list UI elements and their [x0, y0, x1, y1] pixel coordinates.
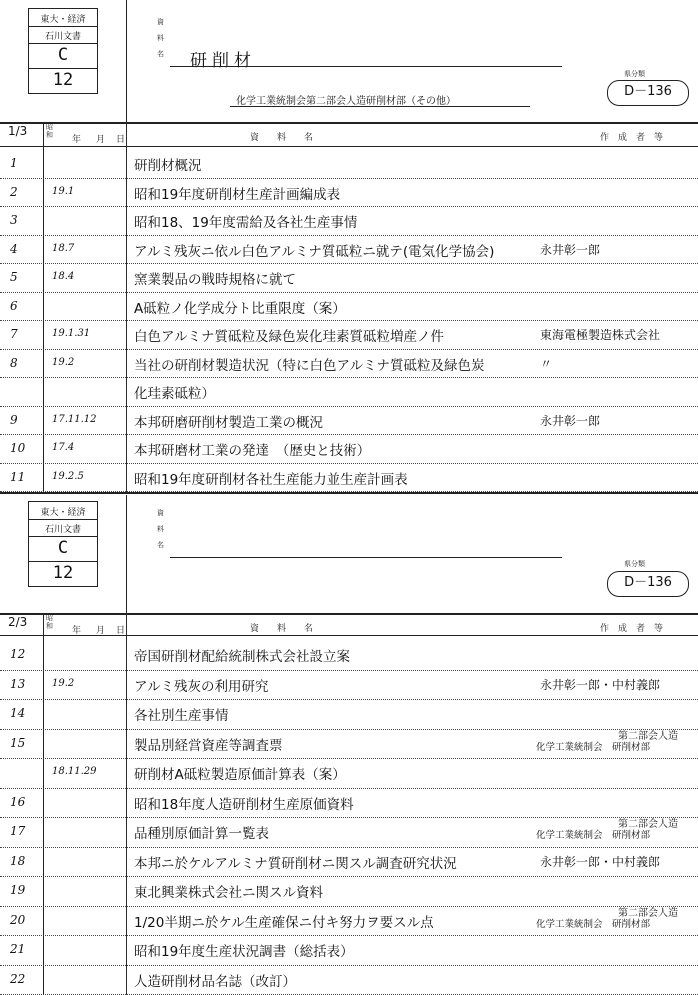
- header-author: 作 成 者 等: [600, 133, 664, 143]
- card-sheet-1: [0, 0, 698, 493]
- row-document-name: 昭和18、19年度需給及各社生産事情: [134, 215, 358, 231]
- row-document-name: 帝国研削材配給統制株式会社設立案: [134, 649, 350, 665]
- row-document-name: 人造研削材品名誌（改訂）: [134, 973, 296, 990]
- label-mei: 名: [157, 541, 164, 549]
- archive-stamp-2: [28, 501, 98, 587]
- row-number: 1: [10, 156, 18, 170]
- row-date: 18.4: [52, 271, 75, 282]
- stamp-line-1: 東大・経済: [40, 15, 86, 25]
- row-number: 15: [10, 735, 26, 750]
- row-document-name: アルミ残灰ニ依ル白色アルミナ質砥粒ニ就テ(電気化学協会): [134, 243, 495, 260]
- card-sheet-2: [0, 495, 698, 995]
- row-number: 2: [10, 184, 18, 199]
- row-number: 9: [10, 412, 18, 427]
- stamp-line-3: C: [57, 45, 69, 65]
- row-document-name: 品種別原価計算一覧表: [134, 826, 269, 842]
- row-document-name: 白色アルミナ質砥粒及緑色炭化珪素質砥粒増産ノ件: [134, 329, 444, 345]
- label-shiryo: 資: [157, 18, 164, 26]
- row-date: 19.1.31: [52, 328, 91, 339]
- row-date: 19.2: [52, 356, 75, 368]
- card-separator: [0, 492, 698, 494]
- code-label: 県分類: [624, 70, 645, 78]
- header-day: 日: [116, 135, 126, 145]
- row-number: 16: [10, 794, 26, 809]
- row-author: 〃: [540, 356, 553, 371]
- row-author-lower: 化学工業統制会 研削材部: [536, 830, 651, 841]
- label-mei: 名: [157, 50, 164, 58]
- header-day: 日: [116, 626, 126, 636]
- document-title: 研削材: [190, 51, 256, 71]
- row-date: 18.7: [52, 242, 75, 254]
- row-number: 12: [10, 647, 26, 661]
- row-date: 17.11.12: [52, 413, 97, 425]
- archive-stamp: [28, 8, 98, 94]
- row-number: 7: [10, 327, 18, 341]
- row-date: 19.1: [52, 185, 75, 197]
- row-document-name: 昭和19年度研削材生産計画編成表: [134, 186, 341, 203]
- row-number: 19: [10, 883, 26, 897]
- header-year: 年: [72, 135, 82, 145]
- stamp-line-4: 12: [52, 563, 74, 583]
- header-document-name: 資 料 名: [250, 624, 314, 634]
- row-document-name: 本邦ニ於ケルアルミナ質研削材ニ関スル調査研究状況: [134, 855, 457, 872]
- row-number: 8: [10, 355, 18, 370]
- classification-code: D－136: [607, 571, 689, 597]
- row-number: 14: [10, 706, 26, 720]
- row-number: 4: [10, 241, 18, 256]
- header-era: 昭和: [46, 123, 53, 139]
- row-document-name: 研削材A砥粒製造原価計算表（案）: [134, 767, 346, 783]
- row-document-name: A砥粒ノ化学成分ト比重限度（案）: [134, 300, 346, 317]
- row-date: 18.11.29: [52, 766, 97, 777]
- row-document-name: 昭和19年度研削材各社生産能力並生産計画表: [134, 471, 408, 488]
- header-era: 昭和: [46, 614, 53, 630]
- code-label: 県分類: [624, 560, 645, 568]
- stamp-line-2: 石川文書: [44, 32, 81, 42]
- stamp-line-4: 12: [52, 70, 74, 90]
- row-number: 11: [10, 469, 26, 484]
- row-author-lower: 化学工業統制会 研削材部: [536, 918, 651, 930]
- label-shiryo: 資: [157, 509, 164, 517]
- row-document-name: 各社別生産事情: [134, 708, 229, 724]
- row-author-upper: 第二部会人造: [618, 819, 678, 830]
- row-number: 17: [10, 824, 26, 838]
- row-number: 5: [10, 270, 18, 284]
- stamp-line-1: 東大・経済: [40, 508, 86, 518]
- header-document-name: 資 料 名: [250, 133, 314, 143]
- row-number: 3: [10, 213, 18, 227]
- row-author-upper: 第二部会人造: [618, 730, 678, 742]
- row-number: 6: [10, 298, 18, 313]
- row-document-name: 1/20半期ニ於ケル生産確保ニ付キ努力ヲ要スル点: [134, 914, 434, 931]
- row-document-name: 研削材概況: [134, 158, 202, 174]
- row-number: 22: [10, 971, 26, 986]
- row-author-upper: 第二部会人造: [618, 907, 678, 919]
- row-document-name: 当社の研削材製造状況（特に白色アルミナ質砥粒及緑色炭: [134, 357, 485, 374]
- classification-code: D－136: [607, 80, 689, 106]
- row-document-name: 化珪素砥粒）: [134, 386, 215, 402]
- row-document-name: 本邦研磨材工業の発達 （歴史と技術）: [134, 443, 371, 459]
- row-document-name: 昭和18年度人造研削材生産原価資料: [134, 796, 354, 813]
- row-number: 21: [10, 942, 26, 956]
- header-month: 月: [96, 135, 106, 145]
- row-number: 10: [10, 441, 26, 455]
- header-year: 年: [72, 626, 82, 636]
- row-document-name: アルミ残灰の利用研究: [134, 678, 269, 695]
- row-document-name: 東北興業株式会社ニ関スル資料: [134, 885, 323, 901]
- row-date: 19.2.5: [52, 470, 84, 482]
- label-ryo: 料: [157, 525, 164, 533]
- row-author: 永井彰一郎: [540, 242, 601, 257]
- row-author-lower: 化学工業統制会 研削材部: [536, 741, 651, 753]
- stamp-line-2: 石川文書: [44, 525, 81, 535]
- row-author: 東海電極製造株式会社: [540, 328, 661, 342]
- document-subtitle: 化学工業統制会第二部会人造研削材部（その他）: [236, 96, 456, 107]
- row-date: 19.2: [52, 677, 75, 689]
- row-number: 13: [10, 676, 26, 691]
- row-document-name: 製品別経営資産等調査票: [134, 737, 283, 754]
- row-author: 永井彰一郎・中村義郎: [540, 677, 661, 692]
- row-author: 永井彰一郎・中村義郎: [540, 854, 661, 869]
- row-document-name: 昭和19年度生産状況調書（総括表）: [134, 944, 354, 960]
- row-author: 永井彰一郎: [540, 413, 601, 428]
- page-number: 1/3: [8, 124, 28, 138]
- header-month: 月: [96, 626, 106, 636]
- label-ryo: 料: [157, 34, 164, 42]
- page-number: 2/3: [8, 615, 28, 629]
- row-number: 20: [10, 912, 26, 927]
- header-author: 作 成 者 等: [600, 624, 664, 634]
- row-date: 17.4: [52, 442, 75, 453]
- row-number: 18: [10, 853, 26, 868]
- row-document-name: 窯業製品の戦時規格に就て: [134, 272, 296, 288]
- row-document-name: 本邦研磨研削材製造工業の概況: [134, 414, 323, 431]
- stamp-line-3: C: [57, 538, 69, 558]
